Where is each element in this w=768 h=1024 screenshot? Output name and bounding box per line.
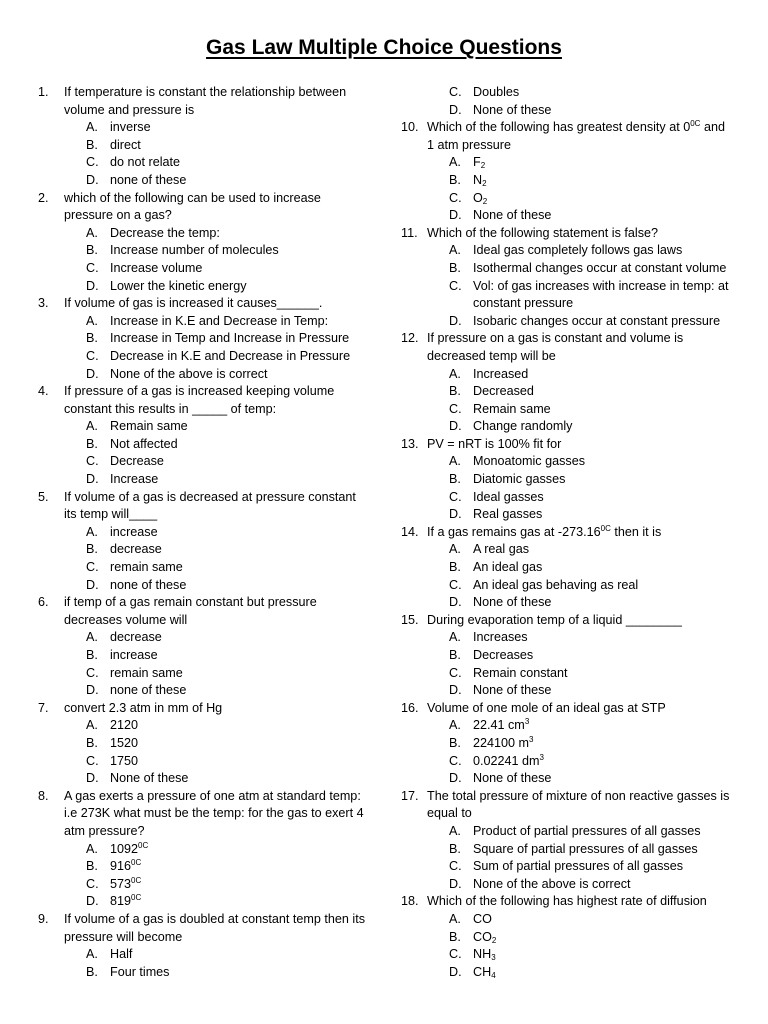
- question-text-continued: decreases volume will: [64, 612, 188, 627]
- question-line: [401, 330, 753, 348]
- option-line: [38, 946, 388, 964]
- option-line: [401, 207, 753, 225]
- question-line: [38, 383, 388, 401]
- option-text: None of these: [473, 771, 552, 786]
- option-line: [38, 964, 388, 982]
- question-number: 12.: [401, 331, 419, 346]
- option-letter: B.: [449, 841, 461, 856]
- option-line: [401, 278, 753, 296]
- option-letter: B.: [449, 172, 461, 187]
- option-letter: A.: [86, 313, 98, 328]
- option-letter: C.: [449, 85, 462, 99]
- option-line: [401, 594, 753, 612]
- question-text-continued: volume and pressure is: [64, 102, 195, 117]
- option-text: Decrease in K.E and Decrease in Pressure: [110, 348, 351, 363]
- option-letter: B.: [449, 735, 461, 750]
- question-text-continued: its temp will____: [64, 507, 158, 522]
- question-text: During evaporation temp of a liquid ________: [427, 612, 682, 627]
- option-text: Decreased: [473, 384, 534, 399]
- option-line: [38, 242, 388, 260]
- option-letter: C.: [86, 665, 99, 680]
- question-text: Which of the following has greatest density at $0^{0C}$ and: [427, 119, 725, 135]
- option-text: none of these: [110, 172, 187, 187]
- question-text-continued: constant this results in _____ of temp:: [64, 401, 277, 416]
- option-line: [401, 242, 753, 260]
- option-text: Isobaric changes occur at constant pressure: [473, 313, 721, 328]
- option-text: None of these: [473, 683, 552, 698]
- option-letter: C.: [449, 859, 462, 874]
- option-letter: D.: [86, 172, 99, 187]
- question-line: [401, 436, 753, 454]
- question-line: [38, 190, 388, 208]
- option-letter: B.: [449, 560, 461, 575]
- option-line: [401, 929, 753, 947]
- option-text: Ideal gasses: [473, 489, 544, 504]
- option-line: [401, 541, 753, 559]
- option-line: [38, 137, 388, 155]
- option-text: remain same: [110, 560, 183, 575]
- question-text: If volume of a gas is decreased at pressure constant: [64, 489, 356, 504]
- option-letter: A.: [449, 243, 461, 258]
- option-line: [38, 313, 388, 331]
- option-line: [38, 260, 388, 278]
- option-letter: B.: [449, 260, 461, 275]
- option-letter: B.: [449, 929, 461, 944]
- option-line: [401, 383, 753, 401]
- question-number: 2.: [38, 190, 49, 205]
- option-letter: A.: [86, 120, 98, 135]
- option-text: Decrease: [110, 454, 164, 469]
- option-text: $CH_4$: [473, 964, 496, 980]
- option-letter: A.: [86, 841, 98, 856]
- option-text: Diatomic gasses: [473, 472, 566, 487]
- option-letter: C.: [449, 190, 462, 205]
- question-number: 6.: [38, 595, 49, 610]
- option-letter: D.: [86, 683, 99, 698]
- option-line: [401, 84, 753, 102]
- option-letter: C.: [449, 489, 462, 504]
- question-number: 18.: [401, 894, 419, 909]
- question-text-continued: i.e 273K what must be the temp: for the gas to exert 4: [64, 806, 364, 821]
- question-number: 8.: [38, 788, 49, 803]
- option-text: An ideal gas: [473, 560, 543, 575]
- option-line: [38, 841, 388, 859]
- option-line: [38, 770, 388, 788]
- option-text: $F_2$: [473, 155, 486, 171]
- option-line: [38, 154, 388, 172]
- option-line: [401, 717, 753, 735]
- option-line: [401, 154, 753, 172]
- option-line: [401, 366, 753, 384]
- option-text: Not affected: [110, 436, 178, 451]
- question-number: 16.: [401, 700, 419, 715]
- option-letter: A.: [86, 225, 98, 240]
- question-text-continued: pressure on a gas?: [64, 208, 172, 223]
- option-line: [401, 401, 753, 419]
- option-line: [401, 489, 753, 507]
- option-line: [38, 366, 388, 384]
- option-text: remain same: [110, 665, 183, 680]
- option-text: 1520: [110, 735, 139, 750]
- option-letter: B.: [86, 735, 98, 750]
- option-text: $NH_3$: [473, 947, 496, 963]
- option-line: [401, 577, 753, 595]
- option-letter: A.: [449, 911, 461, 926]
- question-line: [38, 700, 388, 718]
- option-text: Isothermal changes occur at constant volume: [473, 260, 727, 275]
- option-line: [401, 471, 753, 489]
- option-line: [401, 911, 753, 929]
- option-text: $573^{0C}$: [110, 875, 142, 891]
- option-line: [401, 629, 753, 647]
- option-text: Ideal gas completely follows gas laws: [473, 243, 683, 258]
- option-text: Doubles: [473, 85, 520, 99]
- option-text: CO: [473, 911, 492, 926]
- question-line: [38, 489, 388, 507]
- option-line: [38, 348, 388, 366]
- question-line: [401, 119, 753, 137]
- option-letter: C.: [86, 260, 99, 275]
- option-text: 2120: [110, 718, 139, 733]
- option-line: [401, 260, 753, 278]
- right-column: [401, 84, 753, 981]
- option-text: None of these: [473, 595, 552, 610]
- option-text: Increases: [473, 630, 528, 645]
- option-letter: D.: [86, 278, 99, 293]
- option-letter: B.: [86, 859, 98, 874]
- option-text: Product of partial pressures of all gasses: [473, 823, 701, 838]
- option-letter: A.: [449, 542, 461, 557]
- option-letter: C.: [449, 753, 462, 768]
- option-letter: D.: [449, 771, 462, 786]
- option-line: [401, 770, 753, 788]
- option-line: [401, 102, 753, 120]
- option-text: Remain same: [110, 419, 188, 434]
- left-column: [38, 84, 388, 981]
- option-letter: D.: [449, 419, 462, 434]
- option-line: [38, 893, 388, 911]
- option-line: [401, 964, 753, 982]
- option-letter: D.: [449, 507, 462, 522]
- option-letter: D.: [449, 683, 462, 698]
- option-line: [401, 190, 753, 208]
- option-letter: C.: [86, 560, 99, 575]
- question-number: 7.: [38, 700, 49, 715]
- question-text: If a gas remains gas at $-273.16^{0C}$ then it is: [427, 523, 662, 539]
- option-line: [38, 629, 388, 647]
- option-line: [401, 418, 753, 436]
- question-number: 4.: [38, 384, 49, 399]
- option-text: direct: [110, 137, 141, 152]
- option-text: Increase volume: [110, 260, 203, 275]
- option-line: [401, 559, 753, 577]
- question-line: [38, 84, 388, 102]
- option-text: decrease: [110, 542, 162, 557]
- option-line: [401, 858, 753, 876]
- question-text: If pressure on a gas is constant and volume is: [427, 331, 684, 346]
- question-text: if temp of a gas remain constant but pressure: [64, 595, 317, 610]
- option-letter: D.: [449, 313, 462, 328]
- option-letter: A.: [449, 366, 461, 381]
- option-line: [38, 453, 388, 471]
- option-letter: B.: [86, 331, 98, 346]
- option-line: [38, 735, 388, 753]
- option-letter: A.: [449, 155, 461, 170]
- question-number: 3.: [38, 296, 49, 311]
- option-line: [38, 418, 388, 436]
- option-letter: A.: [86, 524, 98, 539]
- question-text-continued: pressure will become: [64, 929, 183, 944]
- option-line: [401, 453, 753, 471]
- option-line: [401, 841, 753, 859]
- option-text: None of these: [473, 102, 552, 117]
- option-letter: A.: [449, 630, 461, 645]
- option-letter: B.: [449, 384, 461, 399]
- question-line: [38, 594, 388, 612]
- question-text: If volume of gas is increased it causes______.: [64, 296, 323, 311]
- option-letter: D.: [449, 595, 462, 610]
- option-letter: C.: [449, 947, 462, 962]
- question-number: 9.: [38, 911, 49, 926]
- option-line: [38, 753, 388, 771]
- question-line: [38, 295, 388, 313]
- option-line: [38, 471, 388, 489]
- option-line: [401, 172, 753, 190]
- option-text: None of these: [110, 771, 189, 786]
- option-letter: D.: [86, 472, 99, 487]
- option-text: none of these: [110, 683, 187, 698]
- option-text-continued: constant pressure: [473, 296, 574, 311]
- option-line: [38, 330, 388, 348]
- option-letter: B.: [86, 542, 98, 557]
- option-text: none of these: [110, 577, 187, 592]
- question-line: [401, 524, 753, 542]
- option-line: [401, 753, 753, 771]
- option-text: Decreases: [473, 648, 534, 662]
- question-text-continued: decreased temp will be: [427, 348, 556, 363]
- question-text-continued: atm pressure?: [64, 823, 145, 838]
- option-text: Four times: [110, 964, 170, 979]
- option-text: A real gas: [473, 542, 530, 557]
- option-text: 1750: [110, 753, 139, 768]
- option-letter: A.: [449, 718, 461, 733]
- option-text: 224100 $m^3$: [473, 734, 534, 750]
- question-number: 1.: [38, 85, 49, 99]
- option-line: [38, 172, 388, 190]
- option-line: [401, 647, 753, 665]
- question-text: The total pressure of mixture of non reactive gasses is: [427, 788, 730, 803]
- question-line: [401, 788, 753, 806]
- option-letter: B.: [86, 137, 98, 152]
- option-text: $CO_2$: [473, 929, 497, 945]
- option-letter: B.: [86, 964, 98, 979]
- option-line: [401, 946, 753, 964]
- page-title: Gas Law Multiple Choice Questions: [206, 36, 562, 59]
- option-letter: C.: [449, 577, 462, 592]
- option-text: inverse: [110, 120, 151, 135]
- question-number: 13.: [401, 436, 419, 451]
- option-letter: A.: [86, 718, 98, 733]
- option-text: Increase number of molecules: [110, 243, 279, 258]
- question-line: [401, 612, 753, 630]
- option-text: Half: [110, 947, 133, 962]
- option-letter: D.: [86, 894, 99, 909]
- question-line: [401, 225, 753, 243]
- option-letter: A.: [86, 947, 98, 962]
- option-letter: C.: [449, 665, 462, 680]
- option-line: [38, 225, 388, 243]
- option-line: [38, 717, 388, 735]
- option-letter: A.: [449, 823, 461, 838]
- option-text: Lower the kinetic energy: [110, 278, 247, 293]
- option-text: $O_2$: [473, 190, 488, 206]
- option-text: Decrease the temp:: [110, 225, 220, 240]
- question-number: 10.: [401, 120, 419, 135]
- option-letter: A.: [449, 454, 461, 469]
- question-line: [38, 788, 388, 806]
- option-line: [38, 665, 388, 683]
- question-number: 15.: [401, 612, 419, 627]
- option-text: None of these: [473, 208, 552, 223]
- option-line: [38, 524, 388, 542]
- option-letter: D.: [449, 876, 462, 891]
- option-letter: C.: [86, 348, 99, 363]
- option-letter: A.: [86, 419, 98, 434]
- option-line: [38, 278, 388, 296]
- option-line: [38, 559, 388, 577]
- option-text: Real gasses: [473, 507, 543, 522]
- question-number: 5.: [38, 489, 49, 504]
- question-number: 14.: [401, 524, 419, 539]
- question-number: 17.: [401, 788, 419, 803]
- option-text: increase: [110, 648, 158, 662]
- option-letter: D.: [86, 577, 99, 592]
- option-text: Sum of partial pressures of all gasses: [473, 859, 683, 874]
- option-line: [38, 682, 388, 700]
- option-letter: C.: [449, 278, 462, 293]
- option-line: [401, 506, 753, 524]
- option-text: An ideal gas behaving as real: [473, 577, 639, 592]
- option-text: $N_2$: [473, 172, 487, 188]
- option-letter: B.: [449, 472, 461, 487]
- option-text: Change randomly: [473, 419, 573, 434]
- option-letter: C.: [86, 876, 99, 891]
- option-line: [401, 876, 753, 894]
- option-text: Square of partial pressures of all gasses: [473, 841, 698, 856]
- question-text: If temperature is constant the relationship between: [64, 85, 347, 99]
- option-text: None of the above is correct: [110, 366, 268, 381]
- option-text: increase: [110, 524, 158, 539]
- question-line: [38, 911, 388, 929]
- option-text: $819^{0C}$: [110, 893, 142, 909]
- option-line: [38, 119, 388, 137]
- question-text: A gas exerts a pressure of one atm at standard temp:: [64, 788, 361, 803]
- option-letter: A.: [86, 630, 98, 645]
- question-number: 11.: [401, 225, 418, 240]
- option-text: Remain constant: [473, 665, 568, 680]
- option-line: [401, 682, 753, 700]
- option-letter: C.: [86, 155, 99, 170]
- question-text-continued: equal to: [427, 806, 472, 821]
- option-line: [38, 647, 388, 665]
- option-text: Increase in K.E and Decrease in Temp:: [110, 313, 329, 328]
- option-letter: B.: [86, 436, 98, 451]
- option-text: None of the above is correct: [473, 876, 631, 891]
- option-letter: C.: [86, 454, 99, 469]
- question-text-continued: 1 atm pressure: [427, 137, 511, 152]
- option-letter: B.: [86, 243, 98, 258]
- option-line: [401, 313, 753, 331]
- question-text: Which of the following has highest rate of diffusion: [427, 894, 707, 909]
- question-text: If volume of a gas is doubled at constant temp then its: [64, 911, 366, 926]
- option-text: $916^{0C}$: [110, 858, 142, 874]
- option-letter: D.: [86, 366, 99, 381]
- question-text: Volume of one mole of an ideal gas at STP: [427, 700, 666, 715]
- option-line: [401, 823, 753, 841]
- option-line: [38, 876, 388, 894]
- option-text: do not relate: [110, 155, 181, 170]
- option-text: Remain same: [473, 401, 551, 416]
- option-line: [38, 858, 388, 876]
- option-text: Increase in Temp and Increase in Pressure: [110, 331, 350, 346]
- option-text: Vol: of gas increases with increase in temp: at: [473, 278, 729, 293]
- option-letter: C.: [86, 753, 99, 768]
- question-text: Which of the following statement is false?: [427, 225, 658, 240]
- option-text: 22.41 $cm^3$: [473, 717, 530, 733]
- option-text: Increased: [473, 366, 529, 381]
- option-line: [401, 735, 753, 753]
- option-line: [401, 665, 753, 683]
- option-letter: B.: [449, 648, 461, 662]
- option-letter: D.: [449, 102, 462, 117]
- question-text: which of the following can be used to increase: [64, 190, 321, 205]
- question-line: [401, 893, 753, 911]
- option-letter: D.: [449, 208, 462, 223]
- option-letter: D.: [449, 964, 462, 979]
- option-letter: B.: [86, 648, 98, 662]
- option-text: decrease: [110, 630, 162, 645]
- option-letter: D.: [86, 771, 99, 786]
- option-text: Monoatomic gasses: [473, 454, 585, 469]
- option-line: [38, 541, 388, 559]
- option-text: 0.02241 $dm^3$: [473, 752, 544, 768]
- question-line: [401, 700, 753, 718]
- question-text: convert 2.3 atm in mm of Hg: [64, 700, 223, 715]
- question-text: PV = nRT is 100% fit for: [427, 436, 562, 451]
- option-line: [38, 436, 388, 454]
- option-line: [38, 577, 388, 595]
- option-letter: C.: [449, 401, 462, 416]
- option-text: Increase: [110, 472, 159, 487]
- question-text: If pressure of a gas is increased keeping volume: [64, 384, 335, 399]
- option-text: $1092^{0C}$: [110, 840, 149, 856]
